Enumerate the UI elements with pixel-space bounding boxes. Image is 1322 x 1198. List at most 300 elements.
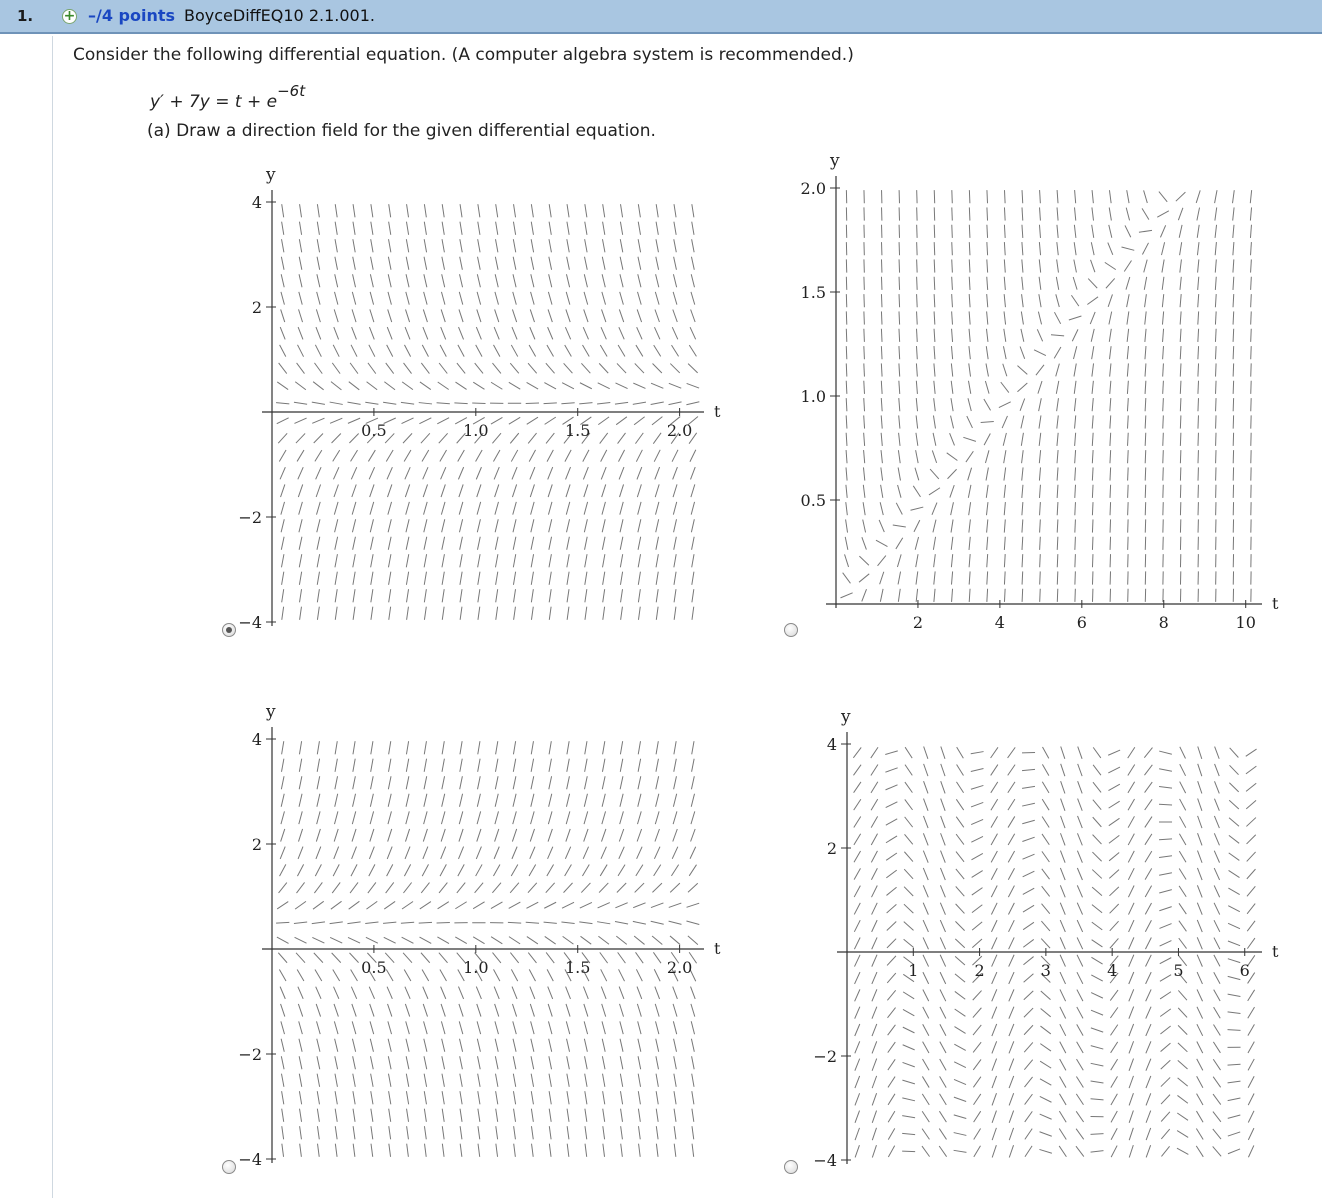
field-segment bbox=[514, 1126, 516, 1139]
field-segment bbox=[371, 776, 374, 789]
field-segment bbox=[620, 1056, 623, 1069]
field-segment bbox=[954, 1097, 966, 1101]
field-segment bbox=[299, 274, 302, 287]
field-segment bbox=[406, 537, 409, 550]
field-segment bbox=[353, 1109, 355, 1122]
field-segment bbox=[656, 1039, 659, 1052]
field-segment bbox=[971, 769, 984, 772]
field-segment bbox=[388, 309, 392, 322]
field-segment bbox=[691, 1021, 694, 1034]
field-segment bbox=[529, 864, 536, 876]
field-segment bbox=[952, 259, 953, 272]
field-segment bbox=[424, 1056, 427, 1069]
field-segment bbox=[1009, 972, 1014, 984]
field-segment bbox=[389, 589, 391, 602]
field-segment bbox=[1129, 955, 1134, 967]
field-segment bbox=[1179, 868, 1186, 879]
field-segment bbox=[1163, 346, 1164, 359]
field-segment bbox=[371, 204, 373, 217]
field-segment bbox=[496, 222, 498, 235]
field-segment bbox=[923, 903, 928, 915]
field-segment bbox=[317, 257, 320, 270]
field-segment bbox=[366, 937, 378, 943]
field-segment bbox=[692, 1144, 694, 1157]
field-segment bbox=[956, 782, 963, 793]
field-segment bbox=[389, 1109, 391, 1122]
field-segment bbox=[674, 1144, 676, 1157]
field-segment bbox=[992, 1076, 997, 1088]
field-segment bbox=[335, 239, 337, 252]
field-segment bbox=[981, 421, 994, 422]
field-segment bbox=[514, 204, 516, 217]
field-segment bbox=[424, 502, 428, 515]
field-segment bbox=[295, 382, 306, 390]
field-segment bbox=[370, 292, 373, 305]
field-segment bbox=[457, 363, 465, 373]
field-segment bbox=[1022, 242, 1023, 255]
field-segment bbox=[887, 904, 897, 913]
field-segment bbox=[1021, 433, 1023, 446]
field-segment bbox=[999, 402, 1011, 408]
field-segment bbox=[441, 847, 446, 859]
field-segment bbox=[1087, 297, 1098, 305]
y-tick-label: 1.5 bbox=[800, 283, 826, 302]
field-segment bbox=[1093, 765, 1101, 775]
field-segment bbox=[1215, 225, 1216, 238]
y-axis-label: y bbox=[266, 702, 276, 722]
field-segment bbox=[1177, 1095, 1187, 1103]
field-segment bbox=[871, 834, 877, 845]
field-segment bbox=[656, 1126, 658, 1139]
field-segment bbox=[1077, 903, 1082, 915]
field-segment bbox=[496, 607, 498, 620]
field-segment bbox=[513, 239, 515, 252]
y-tick-label: 1.0 bbox=[800, 387, 826, 406]
field-segment bbox=[1146, 1041, 1151, 1053]
field-segment bbox=[549, 1039, 552, 1052]
field-segment bbox=[420, 937, 432, 943]
field-segment bbox=[655, 467, 660, 479]
field-segment bbox=[495, 1004, 499, 1017]
field-segment bbox=[618, 345, 625, 356]
field-segment bbox=[655, 987, 660, 999]
field-segment bbox=[314, 953, 323, 963]
field-segment bbox=[1197, 1076, 1203, 1087]
field-segment bbox=[1213, 1129, 1221, 1139]
field-segment bbox=[1041, 991, 1051, 1000]
field-segment bbox=[513, 741, 515, 754]
field-segment bbox=[1229, 853, 1240, 861]
field-segment bbox=[635, 363, 644, 373]
field-segment bbox=[317, 794, 320, 807]
field-segment bbox=[1246, 800, 1256, 809]
field-segment bbox=[527, 937, 538, 944]
field-segment bbox=[353, 589, 355, 602]
field-segment bbox=[460, 572, 462, 585]
field-segment bbox=[1139, 230, 1152, 232]
field-segment bbox=[496, 1109, 498, 1122]
field-segment bbox=[881, 433, 882, 446]
field-segment bbox=[369, 327, 374, 339]
equation-main: y′ + 7y = t + e bbox=[150, 91, 278, 112]
field-segment bbox=[1160, 225, 1165, 237]
field-segment bbox=[492, 883, 501, 893]
field-segment bbox=[1215, 242, 1216, 255]
field-segment bbox=[1213, 1059, 1220, 1070]
field-segment bbox=[549, 554, 551, 567]
field-segment bbox=[992, 1024, 997, 1036]
field-segment bbox=[1246, 818, 1256, 827]
field-segment bbox=[1025, 1111, 1033, 1122]
field-segment bbox=[992, 1145, 996, 1157]
field-segment bbox=[495, 1021, 499, 1034]
y-axis-label: y bbox=[266, 165, 276, 185]
field-segment bbox=[353, 1056, 356, 1069]
field-segment bbox=[422, 450, 429, 461]
field-segment bbox=[405, 829, 409, 842]
field-segment bbox=[510, 953, 518, 963]
field-segment bbox=[620, 759, 622, 772]
field-segment bbox=[845, 554, 849, 567]
field-segment bbox=[939, 1111, 946, 1122]
field-segment bbox=[314, 882, 322, 893]
field-segment bbox=[692, 572, 694, 585]
field-segment bbox=[1059, 1129, 1066, 1140]
field-segment bbox=[1146, 955, 1152, 967]
field-segment bbox=[954, 1150, 967, 1152]
field-segment bbox=[494, 987, 499, 999]
field-segment bbox=[603, 1074, 605, 1087]
field-segment bbox=[620, 572, 622, 585]
field-segment bbox=[513, 794, 516, 807]
field-segment bbox=[863, 502, 865, 515]
field-segment bbox=[442, 554, 444, 567]
field-segment bbox=[584, 502, 587, 515]
field-segment bbox=[601, 829, 605, 842]
field-segment bbox=[922, 1059, 929, 1070]
field-segment bbox=[513, 554, 515, 567]
field-segment bbox=[442, 519, 445, 532]
field-segment bbox=[313, 382, 324, 390]
field-segment bbox=[315, 450, 322, 461]
field-segment bbox=[924, 747, 928, 759]
field-segment bbox=[1042, 817, 1049, 828]
field-segment bbox=[1145, 868, 1152, 879]
field-segment bbox=[689, 865, 696, 876]
field-segment bbox=[1039, 415, 1041, 428]
field-segment bbox=[383, 402, 396, 404]
field-segment bbox=[371, 1144, 373, 1157]
field-segment bbox=[656, 794, 659, 807]
field-segment bbox=[916, 571, 918, 584]
field-segment bbox=[674, 759, 677, 772]
field-segment bbox=[620, 811, 624, 824]
field-segment bbox=[277, 382, 288, 390]
field-segment bbox=[567, 1039, 570, 1052]
field-segment bbox=[335, 1056, 338, 1069]
field-segment bbox=[476, 345, 482, 357]
field-segment bbox=[317, 292, 320, 305]
field-segment bbox=[406, 519, 409, 532]
field-segment bbox=[477, 309, 481, 322]
field-segment bbox=[546, 883, 555, 893]
field-segment bbox=[602, 239, 604, 252]
field-segment bbox=[974, 1128, 981, 1139]
field-segment bbox=[353, 572, 355, 585]
field-segment bbox=[549, 607, 551, 620]
field-segment bbox=[670, 364, 679, 373]
field-segment bbox=[1057, 467, 1058, 480]
field-segment bbox=[1092, 940, 1103, 947]
field-segment bbox=[1198, 294, 1199, 307]
field-segment bbox=[1197, 208, 1200, 221]
field-segment bbox=[402, 902, 413, 909]
field-segment bbox=[349, 433, 358, 443]
points-link[interactable]: –/4 points bbox=[88, 6, 176, 25]
field-segment bbox=[280, 864, 286, 876]
field-segment bbox=[477, 519, 480, 532]
field-segment bbox=[1246, 783, 1256, 791]
field-segment bbox=[424, 1021, 428, 1034]
field-segment bbox=[903, 1027, 915, 1033]
field-segment bbox=[969, 571, 970, 584]
field-segment bbox=[1146, 1076, 1151, 1088]
field-segment bbox=[282, 589, 284, 602]
field-segment bbox=[314, 363, 322, 374]
field-segment bbox=[603, 589, 605, 602]
field-segment bbox=[1214, 1007, 1221, 1018]
field-segment bbox=[1004, 311, 1006, 324]
field-segment bbox=[352, 829, 356, 842]
field-segment bbox=[1145, 467, 1146, 480]
field-segment bbox=[872, 972, 877, 984]
field-segment bbox=[692, 1056, 695, 1069]
field-segment bbox=[691, 484, 695, 497]
field-segment bbox=[973, 991, 982, 1001]
field-segment bbox=[670, 883, 680, 892]
field-segment bbox=[495, 794, 498, 807]
field-segment bbox=[864, 363, 865, 376]
field-segment bbox=[511, 864, 518, 876]
field-segment bbox=[1216, 363, 1217, 376]
field-segment bbox=[692, 537, 695, 550]
x-axis-label: t bbox=[1272, 942, 1279, 961]
field-segment bbox=[1008, 782, 1015, 793]
field-segment bbox=[405, 484, 409, 497]
field-segment bbox=[477, 274, 480, 287]
field-segment bbox=[298, 467, 303, 479]
field-segment bbox=[584, 776, 587, 789]
field-segment bbox=[1023, 957, 1033, 965]
field-segment bbox=[686, 921, 699, 925]
field-segment bbox=[386, 450, 393, 461]
field-segment bbox=[1180, 799, 1186, 810]
field-segment bbox=[424, 519, 427, 532]
field-segment bbox=[955, 921, 964, 930]
field-segment bbox=[969, 502, 971, 515]
field-segment bbox=[281, 794, 284, 807]
field-segment bbox=[1092, 467, 1093, 480]
field-segment bbox=[442, 1056, 445, 1069]
field-segment bbox=[512, 484, 516, 497]
field-segment bbox=[1025, 1146, 1032, 1157]
field-segment bbox=[872, 1076, 876, 1088]
field-segment bbox=[940, 989, 946, 1001]
field-segment bbox=[992, 989, 997, 1001]
field-segment bbox=[947, 453, 958, 461]
field-segment bbox=[620, 502, 623, 515]
field-segment bbox=[916, 381, 917, 394]
field-segment bbox=[477, 1021, 481, 1034]
field-segment bbox=[458, 987, 463, 999]
field-segment bbox=[637, 987, 642, 999]
field-segment bbox=[335, 537, 338, 550]
field-segment bbox=[316, 987, 321, 999]
field-segment bbox=[692, 589, 694, 602]
field-segment bbox=[530, 309, 534, 322]
field-segment bbox=[674, 572, 676, 585]
field-segment bbox=[567, 589, 569, 602]
field-segment bbox=[940, 1042, 946, 1053]
field-segment bbox=[1228, 1030, 1241, 1031]
field-segment bbox=[585, 222, 587, 235]
field-segment bbox=[1215, 329, 1216, 342]
field-segment bbox=[1020, 399, 1025, 411]
field-segment bbox=[846, 415, 847, 428]
field-segment bbox=[1093, 817, 1102, 827]
field-segment bbox=[603, 607, 605, 620]
field-segment bbox=[389, 204, 391, 217]
field-segment bbox=[905, 817, 913, 827]
field-segment bbox=[872, 1024, 877, 1036]
field-segment bbox=[460, 589, 462, 602]
field-segment bbox=[460, 607, 462, 620]
field-segment bbox=[281, 274, 284, 287]
field-segment bbox=[599, 883, 608, 893]
field-segment bbox=[424, 274, 427, 287]
field-segment bbox=[585, 572, 587, 585]
field-segment bbox=[1110, 485, 1111, 498]
field-segment bbox=[952, 277, 953, 290]
field-segment bbox=[478, 759, 480, 772]
field-segment bbox=[420, 382, 431, 390]
field-segment bbox=[656, 589, 658, 602]
field-segment bbox=[992, 955, 997, 967]
field-segment bbox=[1060, 1076, 1066, 1087]
field-segment bbox=[917, 311, 918, 324]
field-segment bbox=[1160, 941, 1172, 946]
field-segment bbox=[602, 759, 604, 772]
field-segment bbox=[987, 571, 988, 584]
field-segment bbox=[991, 799, 998, 810]
field-segment bbox=[1022, 589, 1023, 602]
field-segment bbox=[602, 776, 605, 789]
field-segment bbox=[939, 1146, 946, 1157]
field-segment bbox=[692, 554, 694, 567]
field-segment bbox=[637, 811, 641, 824]
field-segment bbox=[971, 819, 983, 824]
field-segment bbox=[1009, 989, 1014, 1001]
field-segment bbox=[636, 345, 643, 356]
field-segment bbox=[547, 450, 553, 462]
field-segment bbox=[1159, 924, 1171, 929]
field-segment bbox=[585, 1144, 587, 1157]
field-segment bbox=[603, 1109, 605, 1122]
field-segment bbox=[1004, 467, 1006, 480]
field-segment bbox=[1091, 1028, 1103, 1032]
field-segment bbox=[886, 887, 896, 895]
field-segment bbox=[674, 1126, 676, 1139]
field-segment bbox=[1009, 1076, 1014, 1088]
field-segment bbox=[902, 1133, 915, 1134]
field-segment bbox=[1110, 346, 1112, 359]
field-segment bbox=[1213, 1042, 1220, 1053]
field-segment bbox=[651, 402, 664, 404]
field-segment bbox=[619, 987, 624, 999]
field-segment bbox=[367, 382, 378, 390]
field-segment bbox=[843, 573, 851, 584]
field-segment bbox=[893, 525, 906, 527]
field-segment bbox=[904, 922, 914, 931]
field-segment bbox=[1145, 363, 1146, 376]
field-segment bbox=[335, 1039, 338, 1052]
field-segment bbox=[317, 554, 319, 567]
field-segment bbox=[854, 851, 861, 862]
field-segment bbox=[951, 346, 952, 359]
field-segment bbox=[294, 402, 307, 404]
expand-plus-icon[interactable]: + bbox=[63, 8, 76, 24]
field-segment bbox=[992, 1128, 996, 1140]
field-segment bbox=[1198, 415, 1199, 428]
field-segment bbox=[351, 970, 358, 981]
field-segment bbox=[424, 607, 426, 620]
field-segment bbox=[335, 776, 338, 789]
field-segment bbox=[1039, 450, 1040, 463]
field-segment bbox=[1075, 519, 1076, 532]
field-segment bbox=[923, 868, 928, 880]
field-segment bbox=[1004, 277, 1005, 290]
field-segment bbox=[930, 469, 939, 479]
field-segment bbox=[1004, 554, 1005, 567]
field-segment bbox=[637, 1004, 641, 1017]
field-segment bbox=[1022, 537, 1023, 550]
field-segment bbox=[969, 311, 970, 324]
field-segment bbox=[277, 937, 289, 943]
field-segment bbox=[923, 833, 928, 845]
field-segment bbox=[511, 969, 517, 981]
y-tick-label: −4 bbox=[238, 1150, 262, 1169]
field-segment bbox=[388, 519, 391, 532]
field-segment bbox=[513, 572, 515, 585]
field-segment bbox=[407, 607, 409, 620]
field-segment bbox=[916, 433, 918, 446]
field-segment bbox=[1040, 1096, 1052, 1102]
field-segment bbox=[458, 847, 463, 859]
field-segment bbox=[1178, 1008, 1187, 1018]
field-segment bbox=[585, 741, 587, 754]
field-segment bbox=[638, 1021, 641, 1034]
field-segment bbox=[1091, 993, 1103, 999]
field-segment bbox=[407, 1126, 409, 1139]
field-segment bbox=[389, 222, 391, 235]
field-segment bbox=[335, 794, 338, 807]
field-segment bbox=[1025, 1094, 1033, 1104]
field-segment bbox=[992, 1059, 997, 1071]
field-segment bbox=[1008, 765, 1015, 776]
field-segment bbox=[1144, 277, 1146, 290]
field-segment bbox=[923, 1042, 929, 1053]
field-segment bbox=[1042, 851, 1050, 862]
